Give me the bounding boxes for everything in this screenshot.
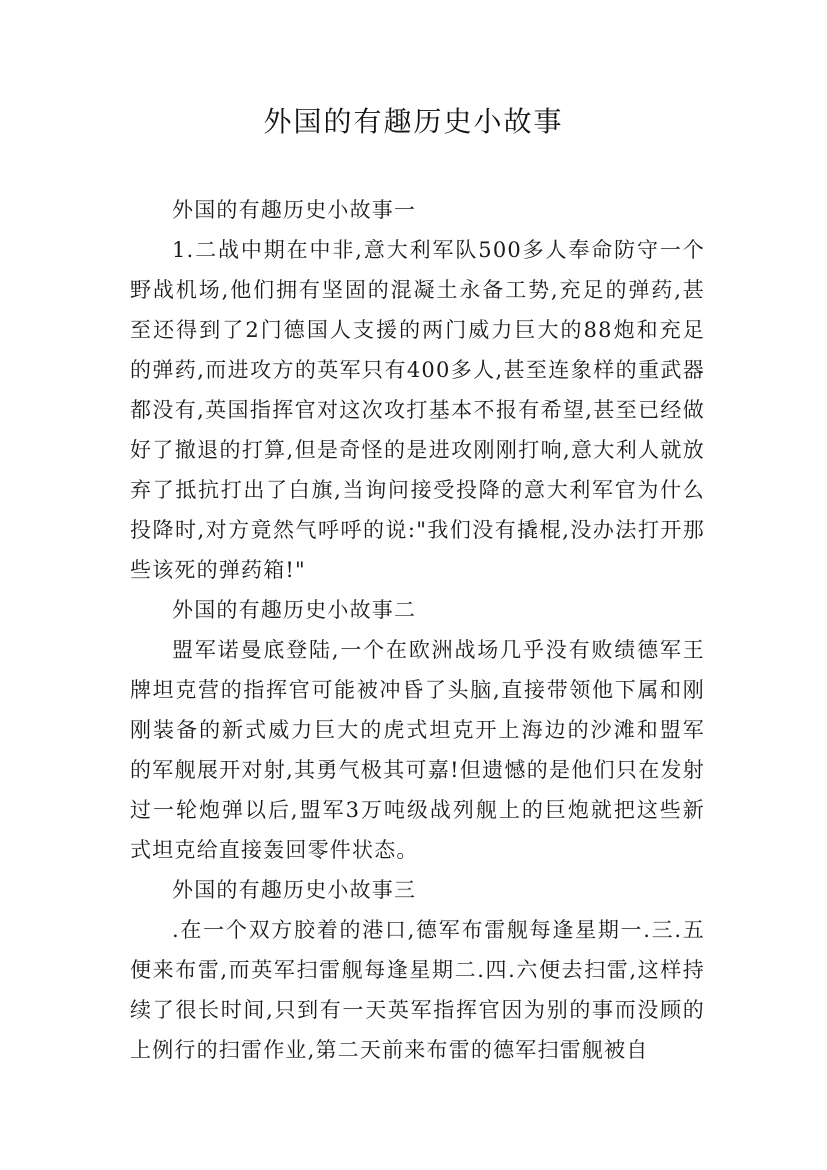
document-title: 外国的有趣历史小故事: [263, 105, 564, 138]
document-body: [130, 190, 705, 1070]
section-body-1: 1.二战中期在中非,意大利军队500多人奉命防守一个野战机场,他们拥有坚固的混凝土永备工势,充足的弹药,甚至还得到了2门德国人支援的两门威力巨大的88炮和充足的弹药,而进攻方的英军只有400多人,甚至连象样的重武器都没有,英国指挥官对这次攻打基本不报有希望,甚至已经做好了撤退的打算,但是奇怪的是进攻刚刚打响,意大利人就放弃了抵抗打出了白旗,当询问接受投降的意大利军官为什么投降时,对方竟然气呼呼的说:"我们没有撬棍,没办法打开那些该死的弹药箱!": [130, 238, 705, 582]
section-body-3: .在一个双方胶着的港口,德军布雷舰每逢星期一.三.五便来布雷,而英军扫雷舰每逢星期二.四.六便去扫雷,这样持续了很长时间,只到有一天英军指挥官因为别的事而没顾的上例行的扫雷作业,第二天前来布雷的德军扫雷舰被自: [130, 918, 705, 1062]
section-heading-3: 外国的有趣历史小故事三: [172, 878, 417, 902]
section-heading-1: 外国的有趣历史小故事一: [172, 198, 417, 222]
section-heading-2: 外国的有趣历史小故事二: [172, 598, 417, 622]
section-body-2: 盟军诺曼底登陆,一个在欧洲战场几乎没有败绩德军王牌坦克营的指挥官可能被冲昏了头脑,直接带领他下属和刚刚装备的新式威力巨大的虎式坦克开上海边的沙滩和盟军的军舰展开对射,其勇气极其可嘉!但遗憾的是他们只在发射过一轮炮弹以后,盟军3万吨级战列舰上的巨炮就把这些新式坦克给直接轰回零件状态。: [130, 638, 705, 862]
